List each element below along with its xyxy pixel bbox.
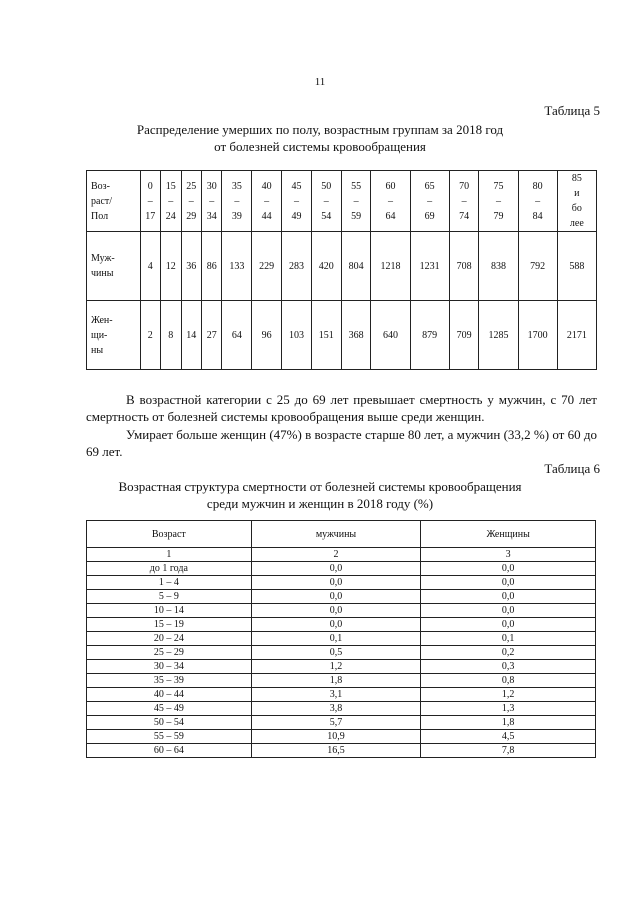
table5-row bbox=[87, 232, 597, 301]
table6-cell: 0,2 bbox=[421, 646, 596, 660]
table6-column-number: 1 bbox=[87, 548, 252, 562]
paragraph-2: Умирает больше женщин (47%) в возрасте старше 80 лет, а мужчин (33,2 %) от 60 до 69 лет. bbox=[86, 427, 597, 459]
table5-cell: 1700 bbox=[518, 301, 557, 370]
table6-cell: 0,1 bbox=[251, 632, 421, 646]
table5-cell: 1218 bbox=[371, 232, 410, 301]
table6-cell: 0,0 bbox=[251, 618, 421, 632]
table6-row bbox=[87, 744, 596, 758]
table5-cell: 36 bbox=[181, 232, 201, 301]
table5-header-row bbox=[87, 171, 597, 232]
table6-cell: 3,8 bbox=[251, 702, 421, 716]
table6-cell: до 1 года bbox=[87, 562, 252, 576]
table5-age-header: 35 – 39 bbox=[222, 171, 252, 232]
table6-cell: 1 – 4 bbox=[87, 576, 252, 590]
table5-cell: 283 bbox=[282, 232, 312, 301]
table5-cell: 709 bbox=[449, 301, 479, 370]
table6-cell: 0,0 bbox=[421, 590, 596, 604]
table5-cell: 2 bbox=[140, 301, 160, 370]
table5-cell: 588 bbox=[557, 232, 596, 301]
table6-cell: 25 – 29 bbox=[87, 646, 252, 660]
table5-cell: 133 bbox=[222, 232, 252, 301]
table5-cell: 1285 bbox=[479, 301, 518, 370]
table6-cell: 45 – 49 bbox=[87, 702, 252, 716]
table6-cell: 1,2 bbox=[251, 660, 421, 674]
table5-cell: 8 bbox=[161, 301, 181, 370]
table6-row bbox=[87, 618, 596, 632]
table5-cell: 879 bbox=[410, 301, 449, 370]
table6 bbox=[86, 520, 596, 758]
table5-corner-header: Воз- раст/ Пол bbox=[87, 171, 141, 232]
table6-cell: 0,8 bbox=[421, 674, 596, 688]
table6-row bbox=[87, 604, 596, 618]
table5-cell: 368 bbox=[341, 301, 371, 370]
table6-cell: 0,0 bbox=[421, 576, 596, 590]
table6-cell: 5,7 bbox=[251, 716, 421, 730]
table5-age-header: 30 – 34 bbox=[202, 171, 222, 232]
table6-title-line2: среди мужчин и женщин в 2018 году (%) bbox=[206, 496, 434, 511]
table5-cell: 2171 bbox=[557, 301, 596, 370]
table6-cell: 30 – 34 bbox=[87, 660, 252, 674]
table6-title-line1: Возрастная структура смертности от болезней системы кровообращения bbox=[118, 479, 522, 494]
table6-row bbox=[87, 702, 596, 716]
table6-cell: 4,5 bbox=[421, 730, 596, 744]
table5-age-header: 70 – 74 bbox=[449, 171, 479, 232]
table6-column-number: 3 bbox=[421, 548, 596, 562]
table6-cell: 60 – 64 bbox=[87, 744, 252, 758]
table5-age-header: 40 – 44 bbox=[252, 171, 282, 232]
table6-cell: 0,0 bbox=[421, 562, 596, 576]
table6-cell: 1,2 bbox=[421, 688, 596, 702]
table5-row bbox=[87, 301, 597, 370]
table5-label: Таблица 5 bbox=[544, 103, 600, 118]
table6-column-number-row bbox=[87, 548, 596, 562]
table5-age-header: 55 – 59 bbox=[341, 171, 371, 232]
table6-row bbox=[87, 730, 596, 744]
table6-row bbox=[87, 688, 596, 702]
table6-cell: 16,5 bbox=[251, 744, 421, 758]
table6-cell: 0,1 bbox=[421, 632, 596, 646]
table6-cell: 1,8 bbox=[251, 674, 421, 688]
table5-cell: 838 bbox=[479, 232, 518, 301]
table5-cell: 640 bbox=[371, 301, 410, 370]
table6-header-row bbox=[87, 521, 596, 548]
table6-cell: 10 – 14 bbox=[87, 604, 252, 618]
table6-cell: 0,0 bbox=[421, 618, 596, 632]
table5-age-header: 80 – 84 bbox=[518, 171, 557, 232]
table5-age-header: 45 – 49 bbox=[282, 171, 312, 232]
table5-age-header: 50 – 54 bbox=[311, 171, 341, 232]
table6-cell: 1,8 bbox=[421, 716, 596, 730]
table5-cell: 804 bbox=[341, 232, 371, 301]
table6-row bbox=[87, 646, 596, 660]
table5-cell: 1231 bbox=[410, 232, 449, 301]
table6-row bbox=[87, 562, 596, 576]
table6-cell: 0,3 bbox=[421, 660, 596, 674]
table6-cell: 3,1 bbox=[251, 688, 421, 702]
table6-header-women: Женщины bbox=[421, 521, 596, 548]
table6-cell: 0,0 bbox=[251, 604, 421, 618]
table5-age-header: 75 – 79 bbox=[479, 171, 518, 232]
table5-age-header: 65 – 69 bbox=[410, 171, 449, 232]
table5-cell: 86 bbox=[202, 232, 222, 301]
table5-cell: 708 bbox=[449, 232, 479, 301]
table6-header-men: мужчины bbox=[251, 521, 421, 548]
table5-cell: 151 bbox=[311, 301, 341, 370]
table5-cell: 64 bbox=[222, 301, 252, 370]
table6-cell: 7,8 bbox=[421, 744, 596, 758]
table5-row-label: Муж- чины bbox=[87, 232, 141, 301]
table6-row bbox=[87, 716, 596, 730]
table6-cell: 35 – 39 bbox=[87, 674, 252, 688]
table5-cell: 96 bbox=[252, 301, 282, 370]
page-number: 11 bbox=[314, 76, 326, 88]
table6-cell: 0,0 bbox=[251, 590, 421, 604]
table5-cell: 792 bbox=[518, 232, 557, 301]
table6-cell: 1,3 bbox=[421, 702, 596, 716]
table6-cell: 55 – 59 bbox=[87, 730, 252, 744]
table5-cell: 14 bbox=[181, 301, 201, 370]
table6-row bbox=[87, 576, 596, 590]
table5-title-line2: от болезней системы кровообращения bbox=[214, 139, 426, 154]
table6-row bbox=[87, 590, 596, 604]
table6-row bbox=[87, 674, 596, 688]
table6-cell: 0,0 bbox=[251, 576, 421, 590]
table6-row bbox=[87, 632, 596, 646]
table6-cell: 0,0 bbox=[251, 562, 421, 576]
table5-age-header: 25 – 29 bbox=[181, 171, 201, 232]
paragraph-1: В возрастной категории с 25 до 69 лет превышает смертность у мужчин, с 70 лет смертность от болезней системы кровообращения выше среди женщин. bbox=[86, 392, 597, 424]
table6-column-number: 2 bbox=[251, 548, 421, 562]
table5-cell: 4 bbox=[140, 232, 160, 301]
table6-cell: 20 – 24 bbox=[87, 632, 252, 646]
table6-cell: 0,0 bbox=[421, 604, 596, 618]
table6-cell: 50 – 54 bbox=[87, 716, 252, 730]
table6-row bbox=[87, 660, 596, 674]
table5-age-header: 60 – 64 bbox=[371, 171, 410, 232]
table5-cell: 229 bbox=[252, 232, 282, 301]
table5-row-label: Жен- щи- ны bbox=[87, 301, 141, 370]
table6-cell: 0,5 bbox=[251, 646, 421, 660]
table6-label: Таблица 6 bbox=[544, 461, 600, 476]
table5-cell: 103 bbox=[282, 301, 312, 370]
table6-cell: 10,9 bbox=[251, 730, 421, 744]
table5-age-header: 85 и бо лее bbox=[557, 171, 596, 232]
table6-cell: 5 – 9 bbox=[87, 590, 252, 604]
table5-cell: 420 bbox=[311, 232, 341, 301]
table6-cell: 15 – 19 bbox=[87, 618, 252, 632]
table6-header-age: Возраст bbox=[87, 521, 252, 548]
table5-title-line1: Распределение умерших по полу, возрастным группам за 2018 год bbox=[136, 122, 504, 137]
table5 bbox=[86, 170, 597, 370]
table5-age-header: 0 – 17 bbox=[140, 171, 160, 232]
table5-age-header: 15 – 24 bbox=[161, 171, 181, 232]
table6-cell: 40 – 44 bbox=[87, 688, 252, 702]
table5-cell: 27 bbox=[202, 301, 222, 370]
table5-cell: 12 bbox=[161, 232, 181, 301]
